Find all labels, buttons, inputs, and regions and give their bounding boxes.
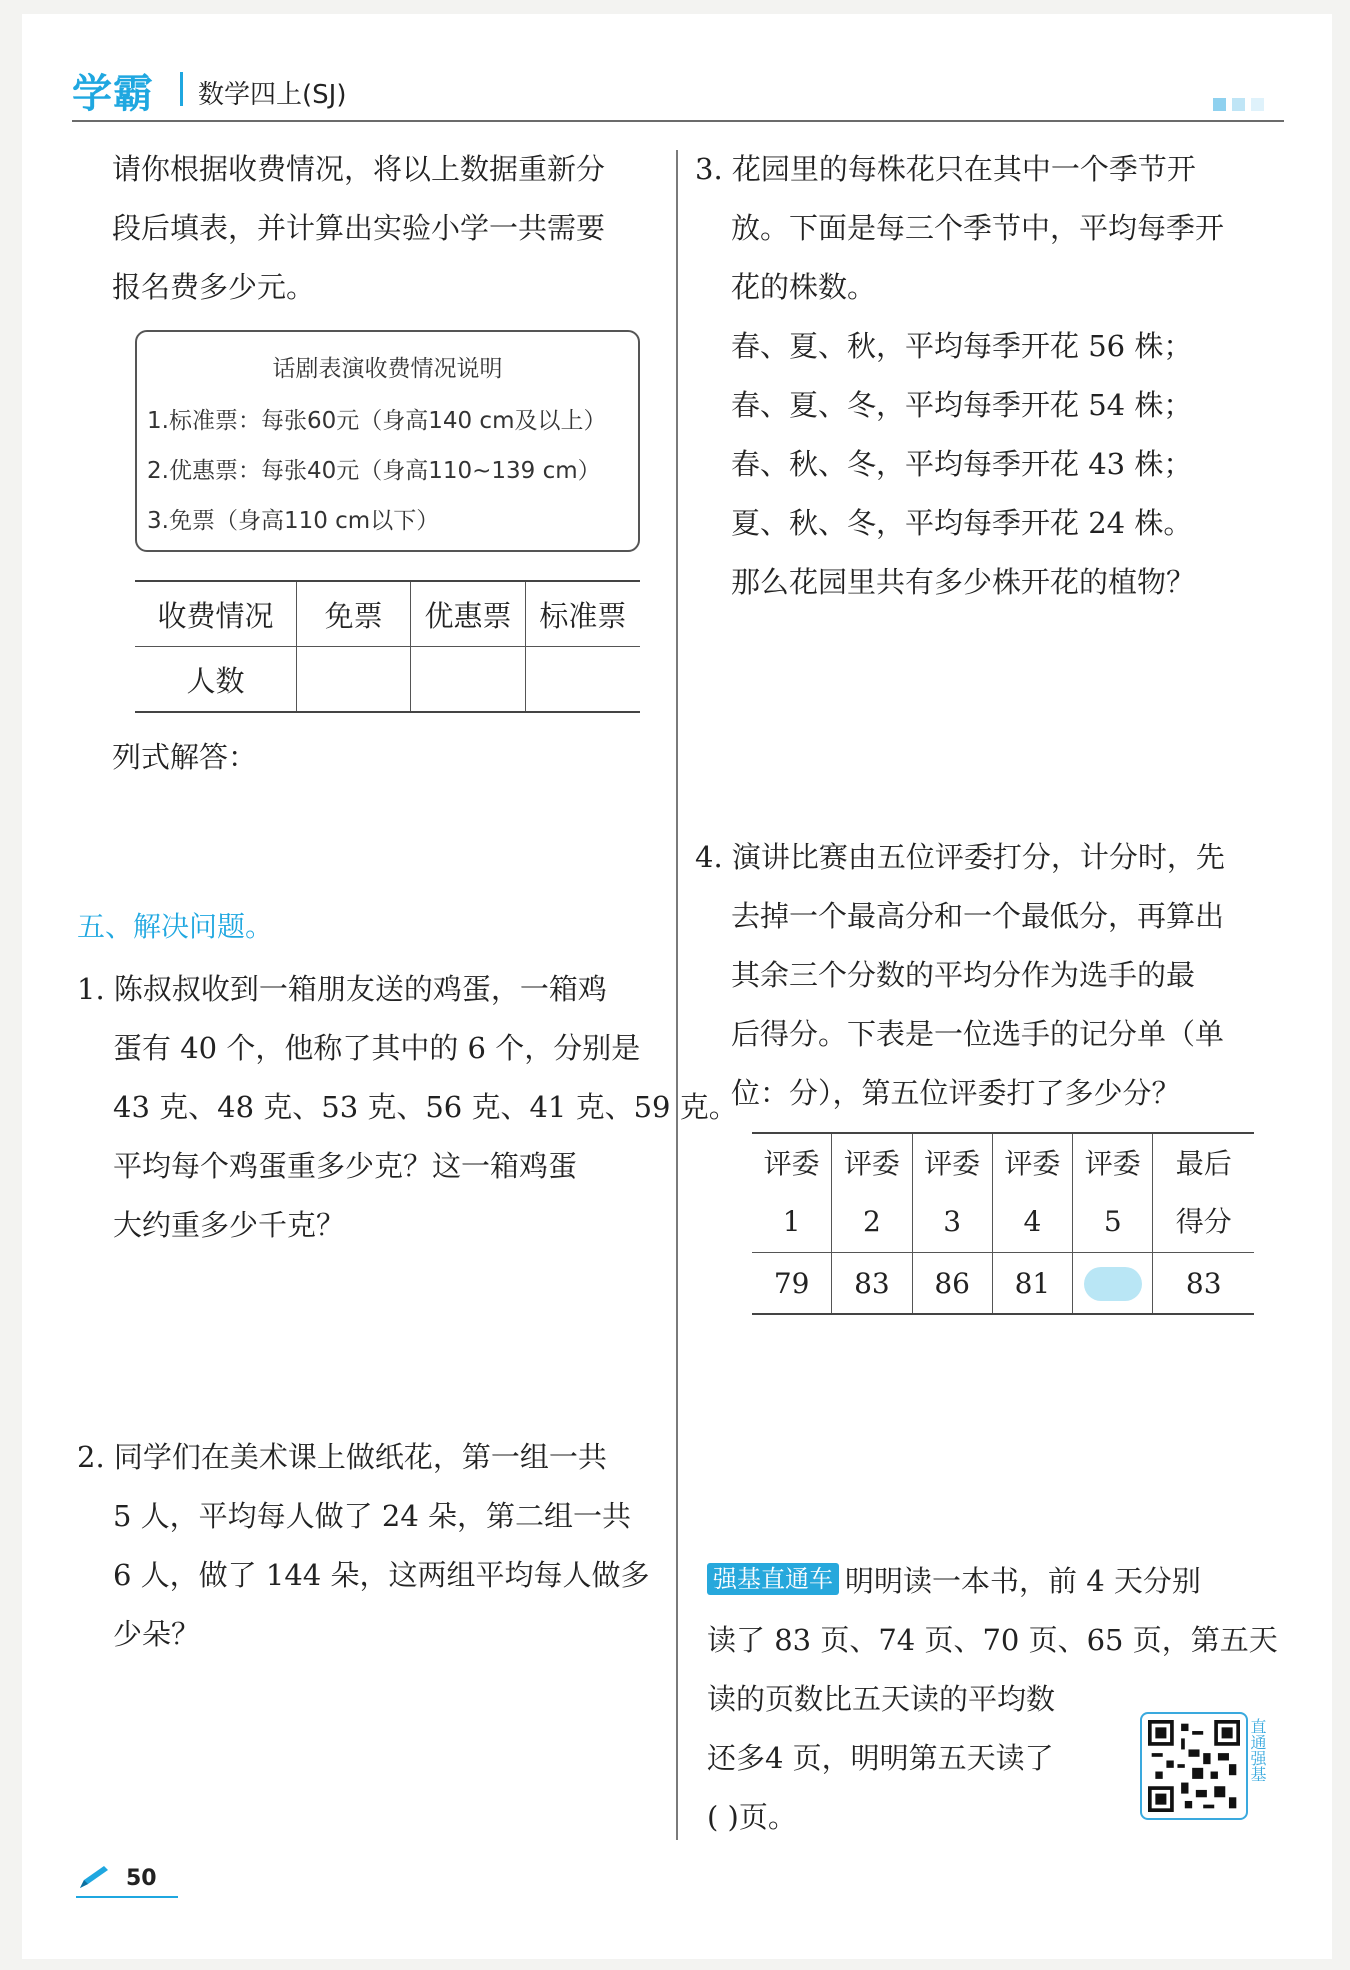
table-header-cell: 标准票 bbox=[525, 581, 640, 647]
table-row bbox=[135, 581, 640, 647]
bonus-question: 强基直通车 明明读一本书，前 4 天分别 读了 83 页、74 页、70 页、65 页，第五天 读的页数比五天读的平均数 还多4 页，明明第五天读了 ( )页。 bbox=[707, 1564, 1278, 1834]
table-row bbox=[752, 1133, 1254, 1253]
score-cell: 83 bbox=[832, 1253, 912, 1315]
page-footer bbox=[76, 1860, 176, 1900]
intro-text: 请你根据收费情况，将以上数据重新分 段后填表，并计算出实验小学一共需要 报名费多少元。 bbox=[112, 152, 606, 304]
table-header-cell: 评委 2 bbox=[832, 1133, 912, 1253]
header-rule bbox=[72, 120, 1284, 122]
table-row bbox=[135, 647, 640, 713]
table-header-cell: 评委 5 bbox=[1073, 1133, 1153, 1253]
fee-rules-box bbox=[135, 330, 640, 552]
answer-cell[interactable] bbox=[411, 647, 525, 713]
ink-blot bbox=[1084, 1267, 1142, 1301]
table-header-cell: 评委 4 bbox=[992, 1133, 1072, 1253]
score-cell: 79 bbox=[752, 1253, 832, 1315]
header-decoration-squares bbox=[1213, 98, 1264, 111]
answer-cell[interactable] bbox=[525, 647, 640, 713]
answer-label: 列式解答： bbox=[112, 740, 258, 774]
footer-rule bbox=[76, 1896, 178, 1898]
final-score-cell: 83 bbox=[1153, 1253, 1254, 1315]
brand-logo: 学霸 bbox=[72, 71, 154, 117]
qr-code[interactable] bbox=[1140, 1712, 1248, 1820]
question-1: 1. 陈叔叔收到一箱朋友送的鸡蛋，一箱鸡 蛋有 40 个，他称了其中的 6 个，分别是 43 克、48 克、53 克、56 克、41 克、59 克。 平均每个鸡蛋重多少克？这一箱鸡蛋 大约重多少千克？ bbox=[77, 972, 738, 1242]
hidden-score-cell[interactable] bbox=[1073, 1253, 1153, 1315]
score-table bbox=[752, 1132, 1254, 1315]
table-header-cell: 免票 bbox=[296, 581, 410, 647]
section-title: 五、解决问题。 bbox=[77, 910, 274, 943]
fee-table bbox=[135, 580, 640, 713]
fee-rule-standard: 1.标准票：每张60元（身高140 cm及以上） bbox=[147, 408, 607, 434]
header-separator bbox=[180, 72, 183, 106]
score-cell: 81 bbox=[992, 1253, 1072, 1315]
table-row bbox=[752, 1253, 1254, 1315]
table-header-cell: 优惠票 bbox=[411, 581, 525, 647]
qr-side-label: 直通强基 bbox=[1248, 1718, 1267, 1782]
question-4: 4. 演讲比赛由五位评委打分，计分时，先 去掉一个最高分和一个最低分，再算出 其余三个分数的平均分作为选手的最 后得分。下表是一位选手的记分单（单 位：分），第五位评委打了多少分？ bbox=[695, 840, 1225, 1110]
pencil-icon bbox=[76, 1864, 112, 1892]
fee-box-title: 话剧表演收费情况说明 bbox=[272, 356, 503, 382]
fee-rule-discount: 2.优惠票：每张40元（身高110~139 cm） bbox=[147, 458, 601, 484]
page-header bbox=[72, 60, 1284, 130]
question-3: 3. 花园里的每株花只在其中一个季节开 放。下面是每三个季节中，平均每季开 花的株数。 春、夏、秋，平均每季开花 56 株； 春、夏、冬，平均每季开花 54 株； 春、秋、冬，平均每季开花 43 株； 夏、秋、冬，平均每季开花 24 株。 那么花园里共有多少株开花的植物？ bbox=[695, 152, 1225, 599]
table-header-cell: 收费情况 bbox=[135, 581, 296, 647]
fee-rule-free: 3.免票（身高110 cm以下） bbox=[147, 508, 440, 534]
bonus-tag: 强基直通车 bbox=[707, 1563, 839, 1595]
answer-cell[interactable] bbox=[296, 647, 410, 713]
table-header-cell: 评委 1 bbox=[752, 1133, 832, 1253]
page-number: 50 bbox=[126, 1866, 157, 1891]
question-2: 2. 同学们在美术课上做纸花，第一组一共 5 人，平均每人做了 24 朵，第二组一共 6 人，做了 144 朵，这两组平均每人做多 少朵？ bbox=[77, 1440, 650, 1651]
book-title: 数学四上(SJ) bbox=[198, 80, 347, 110]
table-header-cell: 最后 得分 bbox=[1153, 1133, 1254, 1253]
table-row-label: 人数 bbox=[135, 647, 296, 713]
qr-code-icon bbox=[1148, 1720, 1240, 1812]
score-cell: 86 bbox=[912, 1253, 992, 1315]
table-header-cell: 评委 3 bbox=[912, 1133, 992, 1253]
